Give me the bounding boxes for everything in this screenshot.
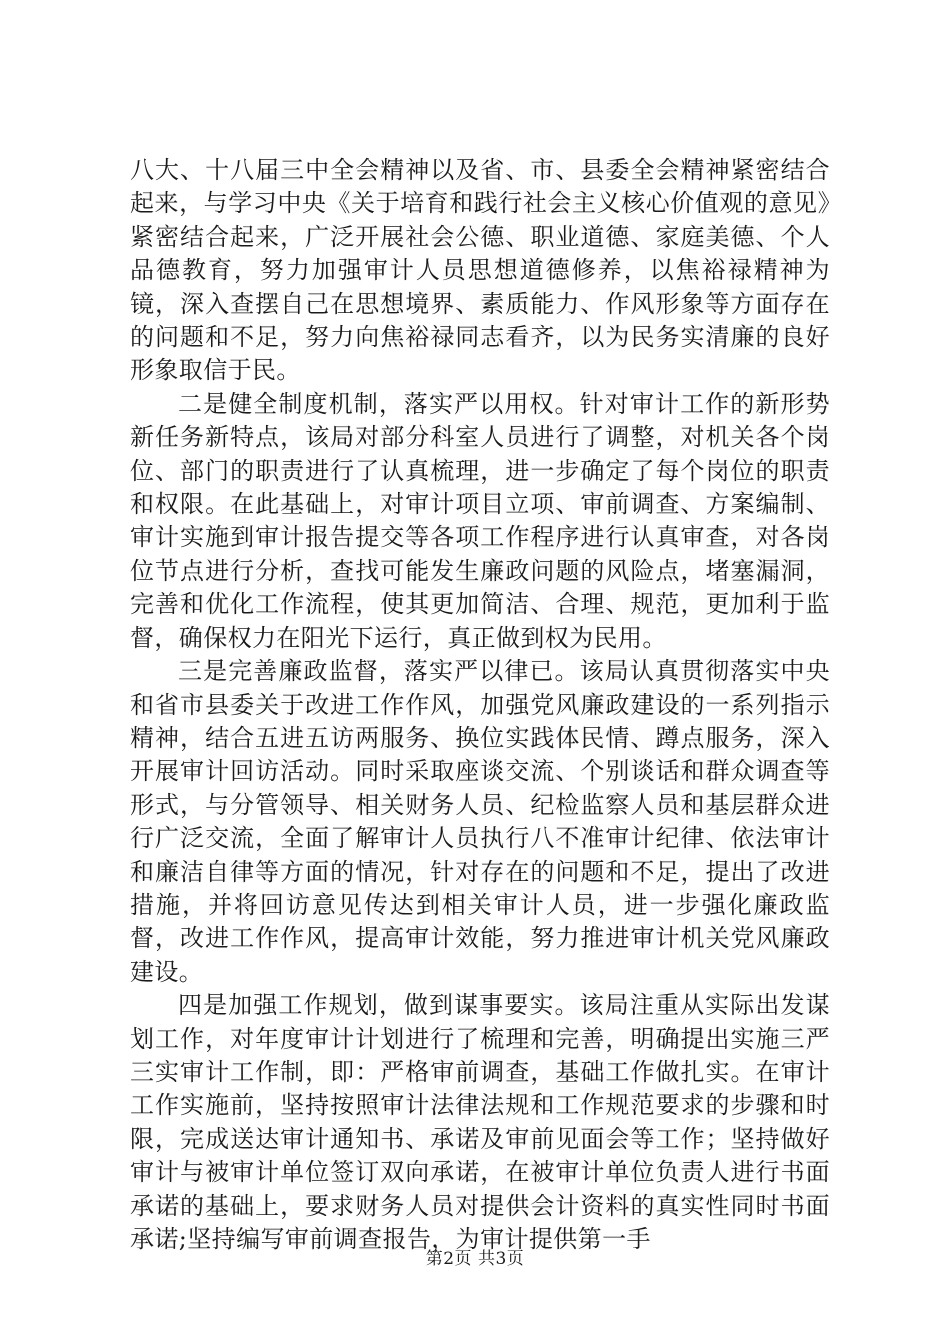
paragraph-point-four: 四是加强工作规划，做到谋事要实。该局注重从实际出发谋划工作，对年度审计计划进行了梳理和完善，明确提出实施三严三实审计工作制，即：严格审前调查，基础工作做扎实。在审计工作实施前，坚持按照审计法律法规和工作规范要求的步骤和时限，完成送达审计通知书、承诺及审前见面会等工作；坚持做好审计与被审计单位签订双向承诺，在被审计单位负责人进行书面承诺的基础上，要求财务人员对提供会计资料的真实性同时书面承诺;坚持编写审前调查报告，为审计提供第一手 <box>130 991 830 1253</box>
paragraph-point-two: 二是健全制度机制，落实严以用权。针对审计工作的新形势新任务新特点，该局对部分科室人员进行了调整，对机关各个岗位、部门的职责进行了认真梳理，进一步确定了每个岗位的职责和权限。在此基础上，对审计项目立项、审前调查、方案编制、审计实施到审计报告提交等各项工作程序进行认真审查，对各岗位节点进行分析，查找可能发生廉政问题的风险点，堵塞漏洞，完善和优化工作流程，使其更加简洁、合理、规范，更加利于监督，确保权力在阳光下运行，真正做到权为民用。 <box>130 389 830 652</box>
paragraph-point-three: 三是完善廉政监督，落实严以律已。该局认真贯彻落实中央和省市县委关于改进工作作风，加强党风廉政建设的一系列指示精神，结合五进五访两服务、换位实践体民情、蹲点服务，深入开展审计回访活动。同时采取座谈交流、个别谈话和群众调查等形式，与分管领导、相关财务人员、纪检监察人员和基层群众进行广泛交流，全面了解审计人员执行八不准审计纪律、依法审计和廉洁自律等方面的情况，针对存在的问题和不足，提出了改进措施，并将回访意见传达到相关审计人员，进一步强化廉政监督，改进工作作风，提高审计效能，努力推进审计机关党风廉政建设。 <box>130 657 830 986</box>
page-number-footer: 第2页 共3页 <box>425 1249 525 1269</box>
document-body <box>130 154 830 1256</box>
paragraph-continuation: 八大、十八届三中全会精神以及省、市、县委全会精神紧密结合起来，与学习中央《关于培育和践行社会主义核心价值观的意见》紧密结合起来，广泛开展社会公德、职业道德、家庭美德、个人品德教育，努力加强审计人员思想道德修养，以焦裕禄精神为镜，深入查摆自己在思想境界、素质能力、作风形象等方面存在的问题和不足，努力向焦裕禄同志看齐，以为民务实清廉的良好形象取信于民。 <box>130 156 830 385</box>
